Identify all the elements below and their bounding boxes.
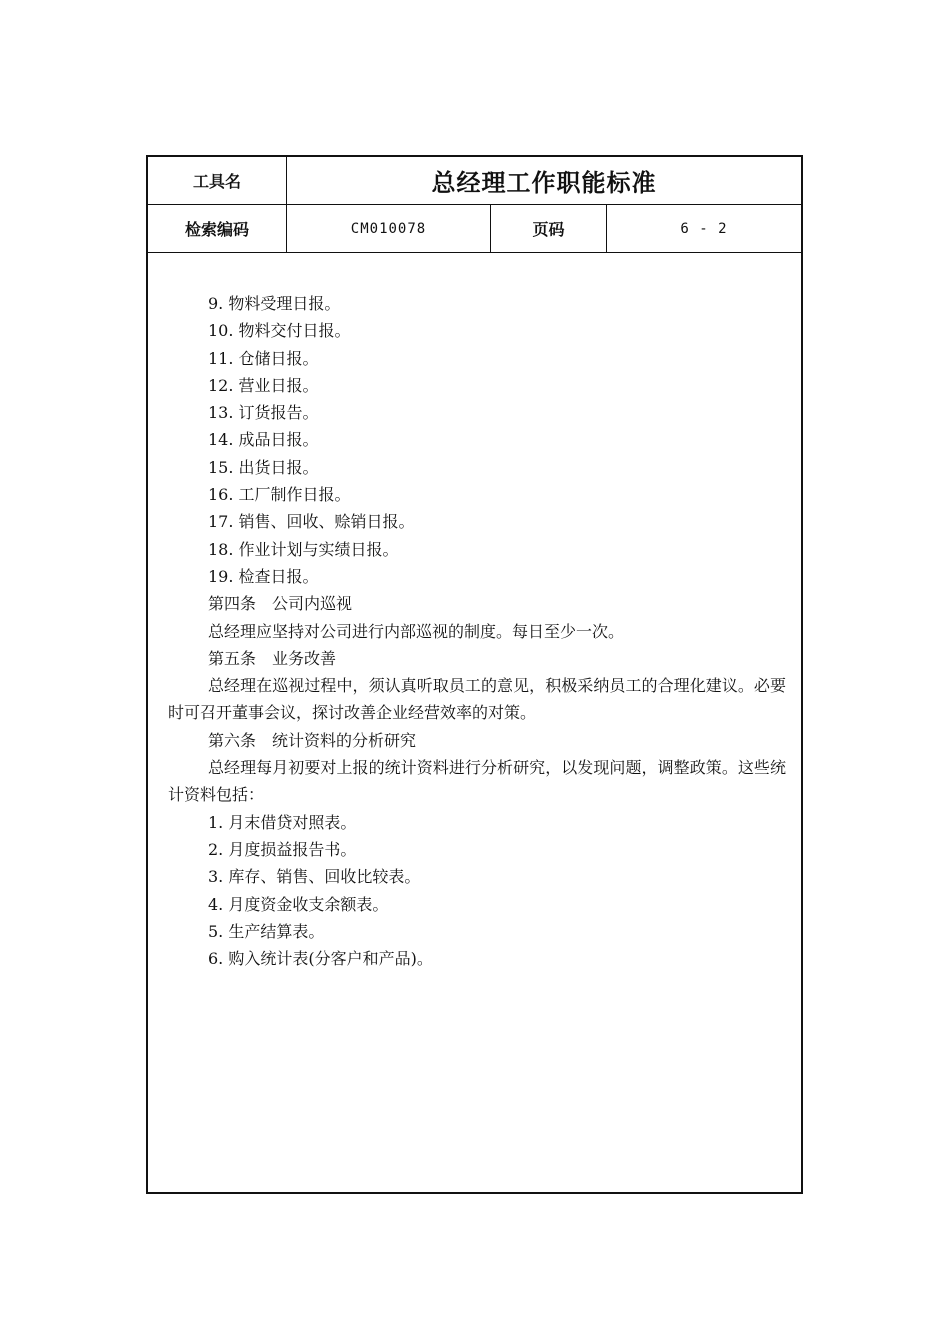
document-title: 总经理工作职能标准	[431, 169, 657, 197]
list-item: 9. 物料受理日报。	[208, 294, 341, 313]
header-row-meta	[148, 205, 801, 253]
list-item: 15. 出货日报。	[208, 457, 319, 477]
list-item: 14. 成品日报。	[208, 430, 319, 450]
document-frame	[146, 155, 803, 1194]
article-5-text: 总经理在巡视过程中，须认真听取员工的意见，积极采纳员工的合理化建议。必要时可召开董事会议，探讨改善企业经营效率的对策。	[168, 676, 786, 723]
search-code-value: CM010078	[287, 205, 491, 252]
list-item: 17. 销售、回收、赊销日报。	[208, 512, 415, 532]
list-item: 11. 仓储日报。	[208, 348, 319, 368]
list-item: 12. 营业日报。	[208, 375, 319, 395]
document-body	[168, 290, 786, 972]
list-item: 2. 月度损益报告书。	[208, 839, 357, 859]
list-item: 6. 购入统计表(分客户和产品)。	[208, 949, 433, 969]
search-code-label: 检索编码	[148, 205, 287, 252]
page-label: 页码	[491, 205, 607, 252]
article-5-heading: 第五条 业务改善	[208, 648, 337, 668]
list-item: 16. 工厂制作日报。	[208, 485, 351, 505]
header-row-title	[148, 157, 801, 205]
tool-name-label: 工具名	[148, 157, 287, 204]
article-4-heading: 第四条 公司内巡视	[208, 594, 353, 614]
page-number: 6 - 2	[680, 220, 728, 237]
list-item: 5. 生产结算表。	[208, 921, 325, 941]
article-6-heading: 第六条 统计资料的分析研究	[208, 730, 417, 750]
list-item: 18. 作业计划与实绩日报。	[208, 539, 399, 559]
list-item: 10. 物料交付日报。	[208, 321, 351, 341]
list-item: 19. 检查日报。	[208, 566, 319, 586]
list-item: 1. 月末借贷对照表。	[208, 812, 357, 832]
list-item: 3. 库存、销售、回收比较表。	[208, 867, 421, 887]
list-item: 13. 订货报告。	[208, 403, 319, 423]
list-item: 4. 月度资金收支余额表。	[208, 894, 389, 914]
article-4-text: 总经理应坚持对公司进行内部巡视的制度。每日至少一次。	[208, 621, 625, 641]
article-6-text: 总经理每月初要对上报的统计资料进行分析研究，以发现问题，调整政策。这些统计资料包括：	[168, 758, 786, 805]
